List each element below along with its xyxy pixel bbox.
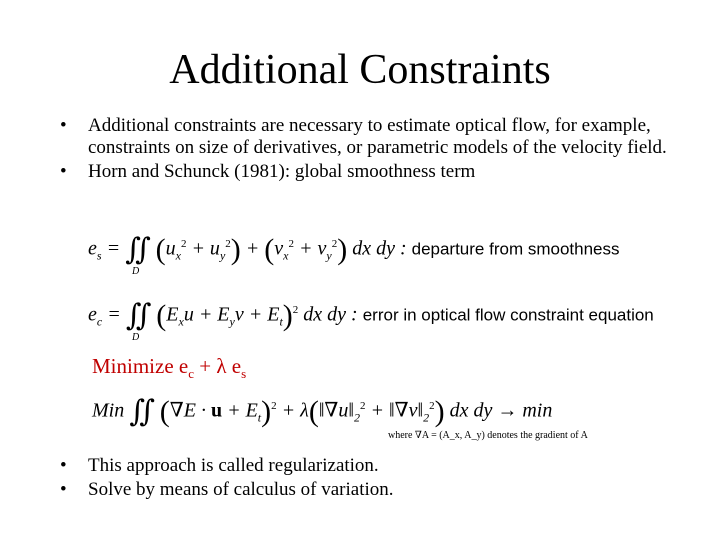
list-item — [60, 161, 690, 183]
list-item — [60, 115, 690, 159]
gradient-note: where ∇A = (A_x, A_y) denotes the gradient of A — [388, 430, 588, 441]
minimize-statement: Minimize $e_c + \lambda$ $e_s$ — [92, 354, 247, 382]
bullet-text: Horn and Schunck (1981): global smoothness term — [88, 161, 476, 182]
equation-smoothness: $e_s$ = ∬ $(u_x^2 + u_y^2) + (v_x^2 + v_y^2)$ dx dy : departure from smoothness — [88, 233, 620, 267]
list-item — [60, 479, 690, 501]
equation-constraint-error: $e_c$ = ∬ $(E_xu + E_yv + E_t)^2$ dx dy : error in optical flow constraint equation — [88, 299, 654, 333]
equation-minimization: Min ∬ $(\nabla E \cdot u + E_t)^2$ + $\lambda(‖\nabla u‖_2^2$ + $‖\nabla v‖_2^2$) dx dy → min — [92, 395, 553, 429]
bullet-icon: • — [60, 161, 67, 182]
equation-label: departure from smoothness — [411, 239, 620, 259]
equation-label: error in optical flow constraint equation — [362, 305, 654, 325]
bullet-icon: • — [60, 115, 67, 136]
list-item — [60, 455, 690, 477]
bullet-text: This approach is called regularization. — [88, 455, 379, 476]
integral-domain: D — [132, 266, 140, 277]
slide-title: Additional Constraints — [169, 47, 551, 93]
bullet-list-bottom — [60, 455, 690, 503]
integral-domain: D — [132, 332, 140, 343]
bullet-icon: • — [60, 455, 67, 476]
bullet-icon: • — [60, 479, 67, 500]
bullet-text: Solve by means of calculus of variation. — [88, 479, 394, 500]
bullet-list-top — [60, 115, 690, 185]
bullet-text: Additional constraints are necessary to estimate optical flow, for example, constraints on size of derivatives, or parametric models of the velocity field. — [88, 115, 667, 158]
